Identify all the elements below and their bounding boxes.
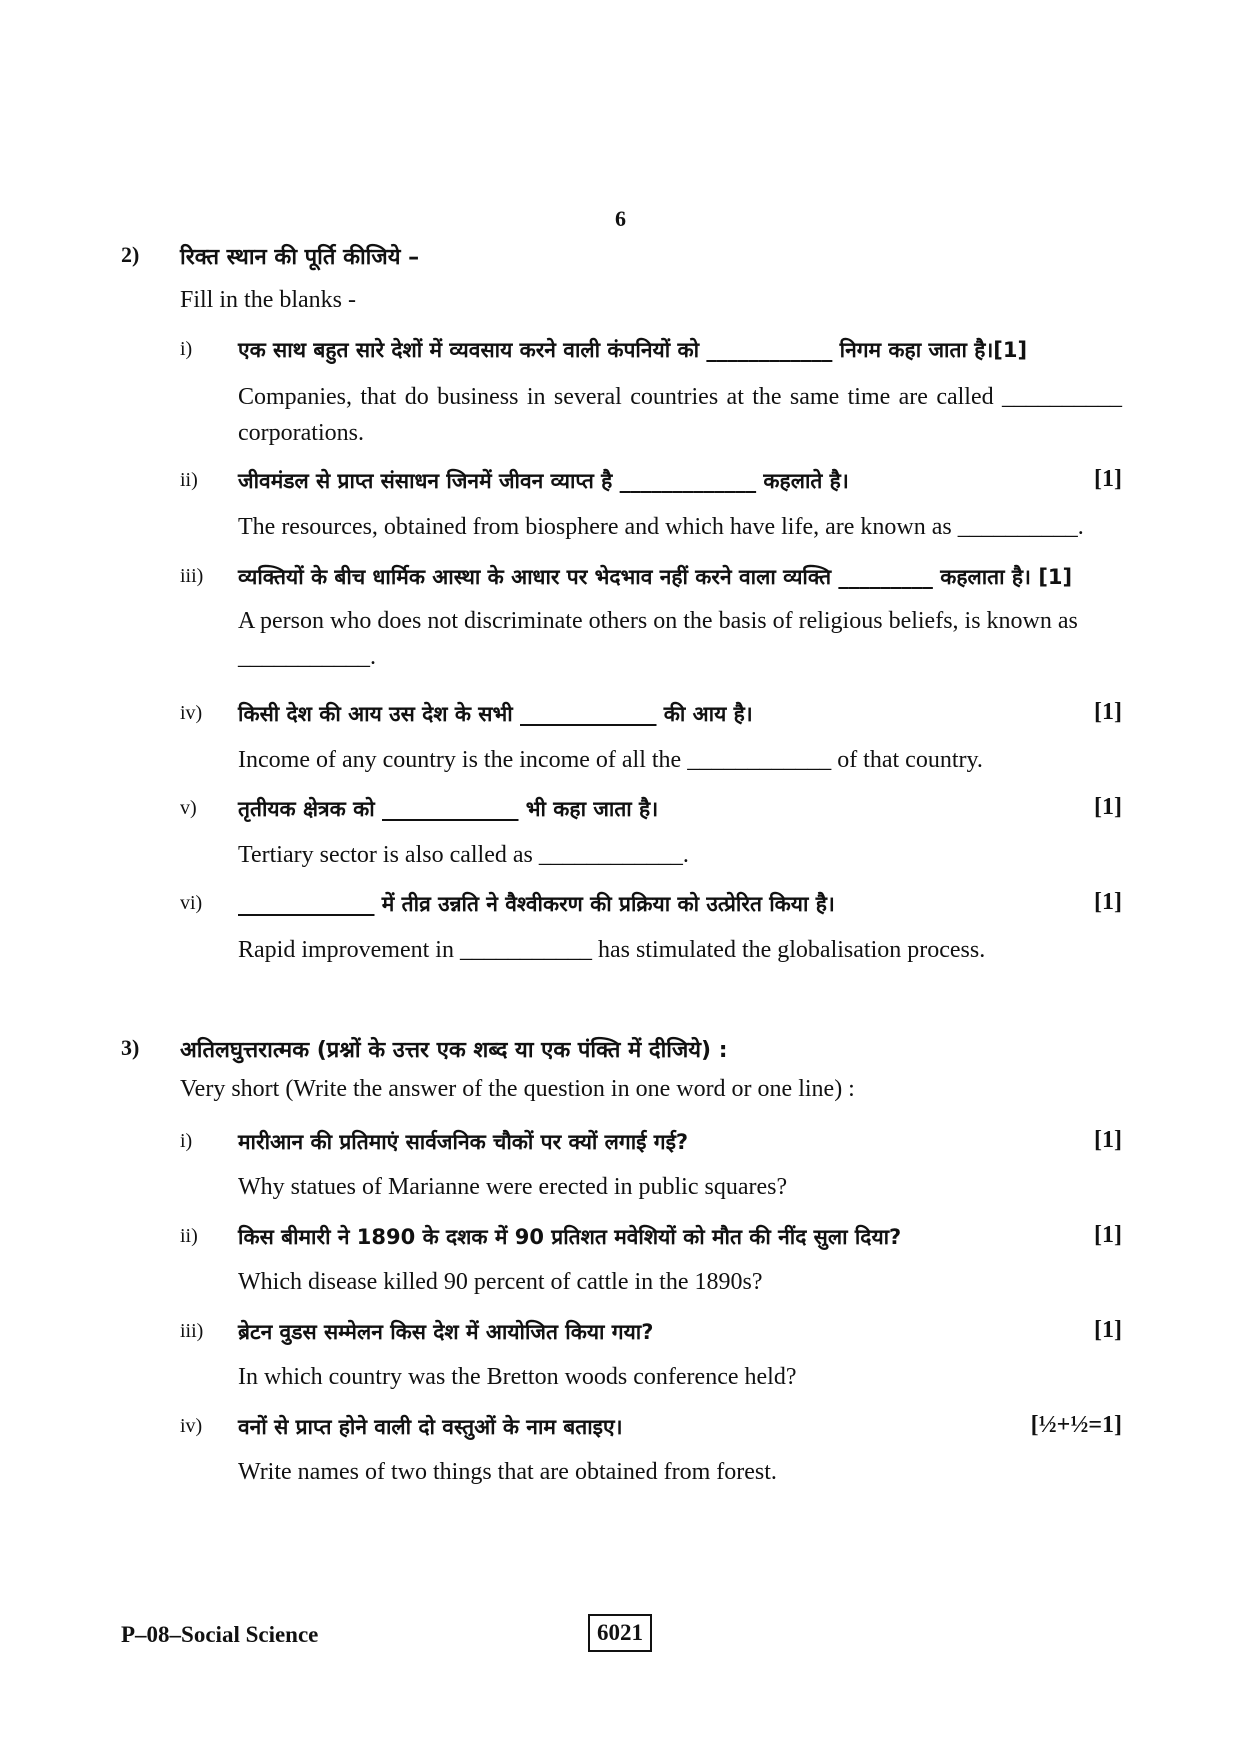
- q2-item-2-marks: [1]: [1094, 466, 1122, 492]
- q3-item-2-hindi: किस बीमारी ने 1890 के दशक में 90 प्रतिशत मवेशियों को मौत की नींद सुला दिया?: [238, 1225, 902, 1249]
- q3-item-4-english: Write names of two things that are obtained from forest.: [238, 1459, 777, 1485]
- q2-item-6-marks: [1]: [1094, 889, 1122, 915]
- q2-item-2-english: The resources, obtained from biosphere and which have life, are known as __________.: [238, 514, 1084, 540]
- q3-item-1-marks: [1]: [1094, 1127, 1122, 1153]
- q2-item-2-number: ii): [180, 469, 198, 491]
- q2-item-3-english: A person who does not discriminate others on the basis of religious beliefs, is known as ___________.: [238, 608, 1078, 670]
- q3-item-4-number: iv): [180, 1415, 203, 1437]
- q2-item-1-hindi: एक साथ बहुत सारे देशों में व्यवसाय करने वाली कंपनियों को ____________ निगम कहा जाता है।[1]: [238, 338, 1028, 362]
- q2-item-6-english: Rapid improvement in ___________ has stimulated the globalisation process.: [238, 937, 986, 963]
- q3-item-4-hindi: वनों से प्राप्त होने वाली दो वस्तुओं के नाम बताइए।: [238, 1415, 623, 1439]
- footer-paper-code: 6021: [588, 1614, 652, 1652]
- q2-item-5-hindi: तृतीयक क्षेत्रक को _____________ भी कहा जाता है।: [238, 797, 659, 821]
- question-2-heading-hindi: रिक्त स्थान की पूर्ति कीजिये –: [180, 245, 420, 270]
- q3-item-2-number: ii): [180, 1225, 198, 1247]
- q3-item-4-marks: [½+½=1]: [1030, 1412, 1122, 1438]
- footer-subject: P–08–Social Science: [121, 1622, 319, 1647]
- q2-item-5-marks: [1]: [1094, 794, 1122, 820]
- q3-item-2-marks: [1]: [1094, 1222, 1122, 1248]
- q2-item-3-hindi: व्यक्तियों के बीच धार्मिक आस्था के आधार पर भेदभाव नहीं करने वाला व्यक्ति _________ कहलाता है। [1]: [238, 565, 1073, 589]
- q2-item-1-english: Companies, that do business in several countries at the same time are called __________ corporations.: [238, 384, 1122, 446]
- q3-item-3-english: In which country was the Bretton woods conference held?: [238, 1364, 797, 1390]
- q2-item-6-number: vi): [180, 892, 203, 914]
- q3-item-1-english: Why statues of Marianne were erected in public squares?: [238, 1174, 788, 1200]
- question-3-heading-english: Very short (Write the answer of the question in one word or one line) :: [180, 1076, 855, 1102]
- q2-item-1-number: i): [180, 338, 193, 360]
- q3-item-1-number: i): [180, 1130, 193, 1152]
- q2-item-4-marks: [1]: [1094, 699, 1122, 725]
- q2-item-4-hindi: किसी देश की आय उस देश के सभी _____________ की आय है।: [238, 702, 753, 726]
- q3-item-3-marks: [1]: [1094, 1317, 1122, 1343]
- question-2-number: 2): [121, 242, 140, 267]
- q3-item-3-hindi: ब्रेटन वुडस सम्मेलन किस देश में आयोजित किया गया?: [238, 1320, 654, 1344]
- q2-item-5-number: v): [180, 797, 197, 819]
- page-number: 6: [615, 206, 626, 231]
- q2-item-5-english: Tertiary sector is also called as ____________.: [238, 842, 689, 868]
- q3-item-3-number: iii): [180, 1320, 204, 1342]
- q2-item-2-hindi: जीवमंडल से प्राप्त संसाधन जिनमें जीवन व्याप्त है _____________ कहलाते है।: [238, 469, 849, 493]
- q2-item-3-number: iii): [180, 565, 204, 587]
- question-3-number: 3): [121, 1035, 140, 1060]
- q2-item-6-hindi: _____________ में तीव्र उन्नति ने वैश्वीकरण की प्रक्रिया को उत्प्रेरित किया है।: [238, 892, 835, 916]
- q2-item-4-number: iv): [180, 702, 203, 724]
- q2-item-4-english: Income of any country is the income of all the ____________ of that country.: [238, 747, 983, 773]
- question-3-heading-hindi: अतिलघुत्तरात्मक (प्रश्नों के उत्तर एक शब्द या एक पंक्ति में दीजिये) :: [180, 1038, 728, 1063]
- q3-item-1-hindi: मारीआन की प्रतिमाएं सार्वजनिक चौकों पर क्यों लगाई गई?: [238, 1130, 689, 1154]
- q3-item-2-english: Which disease killed 90 percent of cattle in the 1890s?: [238, 1269, 763, 1295]
- question-2-heading-english: Fill in the blanks -: [180, 287, 356, 313]
